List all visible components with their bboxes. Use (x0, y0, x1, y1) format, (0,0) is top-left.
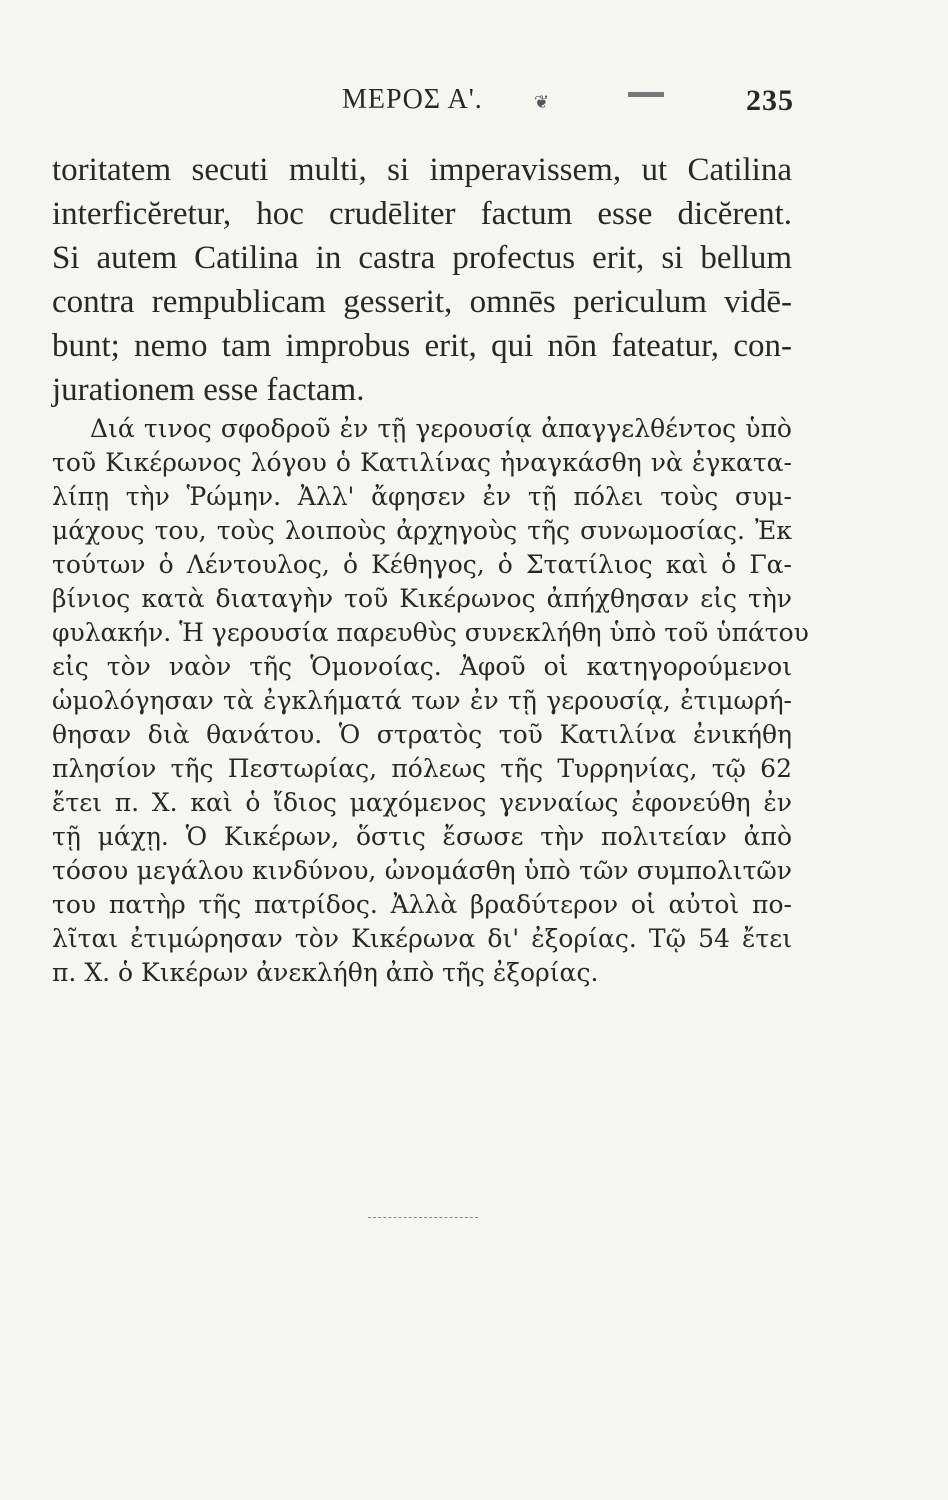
greek-paragraph (52, 412, 809, 990)
greek-line: ὡμολόγησαν τὰ ἐγκλήματά των ἐν τῇ γερουσίᾳ, ἐτιμωρή- (52, 686, 792, 715)
greek-line: τούτων ὁ Λέντουλος, ὁ Κέθηγος, ὁ Στατίλιος καὶ ὁ Γα- (52, 550, 792, 579)
latin-line: toritatem secuti multi, si imperavissem, ut Catilina (52, 152, 792, 188)
greek-line: π. Χ. ὁ Κικέρων ἀνεκλήθη ἀπὸ τῆς ἐξορίας. (52, 958, 599, 987)
greek-line: του πατὴρ τῆς πατρίδος. Ἀλλὰ βραδύτερον οἱ αὐτοὶ πο- (52, 890, 792, 919)
greek-line: ἔτει π. Χ. καὶ ὁ ἴδιος μαχόμενος γενναίως ἐφονεύθη ἐν (52, 788, 792, 817)
greek-line: φυλακήν. Ἡ γερουσία παρευθὺς συνεκλήθη ὑπὸ τοῦ ὑπάτου (52, 618, 809, 647)
greek-line: Διά τινος σφοδροῦ ἐν τῇ γερουσίᾳ ἀπαγγελθέντος ὑπὸ (90, 414, 792, 443)
greek-line: τόσου μεγάλου κινδύνου, ὠνομάσθη ὑπὸ τῶν συμπολιτῶν (52, 856, 792, 885)
greek-line: θησαν διὰ θανάτου. Ὁ στρατὸς τοῦ Κατιλίνα ἐνικήθη (52, 720, 792, 749)
greek-line: λίπῃ τὴν Ῥώμην. Ἀλλ' ἄφησεν ἐν τῇ πόλει τοὺς συμ- (52, 482, 792, 511)
fleuron-ornament-icon: ❦ (534, 92, 550, 112)
latin-paragraph (52, 148, 792, 412)
page-header (342, 84, 794, 124)
greek-line: βίνιος κατὰ διαταγὴν τοῦ Κικέρωνος ἀπήχθησαν εἰς τὴν (52, 584, 792, 613)
latin-line: interficĕretur, hoc crudēliter factum esse dicĕrent. (52, 196, 792, 232)
greek-line: πλησίον τῆς Πεστωρίας, πόλεως τῆς Τυρρηνίας, τῷ 62 (52, 754, 792, 783)
running-title: ΜΕΡΟΣ Α'. (342, 84, 483, 115)
footer-rule (368, 1217, 478, 1218)
greek-line: λῖται ἐτιμώρησαν τὸν Κικέρωνα δι' ἐξορίας. Τῷ 54 ἔτει (52, 924, 792, 953)
ornament-dash (628, 92, 664, 97)
latin-line: contra rempublicam gesserit, omnēs periculum vidē- (52, 284, 792, 320)
latin-line: Si autem Catilina in castra profectus erit, si bellum (52, 240, 792, 276)
greek-line: τῇ μάχῃ. Ὁ Κικέρων, ὅστις ἔσωσε τὴν πολιτείαν ἀπὸ (52, 822, 792, 851)
greek-line: εἰς τὸν ναὸν τῆς Ὁμονοίας. Ἀφοῦ οἱ κατηγορούμενοι (52, 652, 792, 681)
latin-line: bunt; nemo tam improbus erit, qui nōn fateatur, con- (52, 328, 792, 364)
page-number: 235 (746, 84, 794, 117)
latin-line: jurationem esse factam. (52, 372, 365, 408)
greek-line: μάχους του, τοὺς λοιποὺς ἀρχηγοὺς τῆς συνωμοσίας. Ἐκ (52, 516, 792, 545)
greek-line: τοῦ Κικέρωνος λόγου ὁ Κατιλίνας ἠναγκάσθη νὰ ἐγκατα- (52, 448, 792, 477)
